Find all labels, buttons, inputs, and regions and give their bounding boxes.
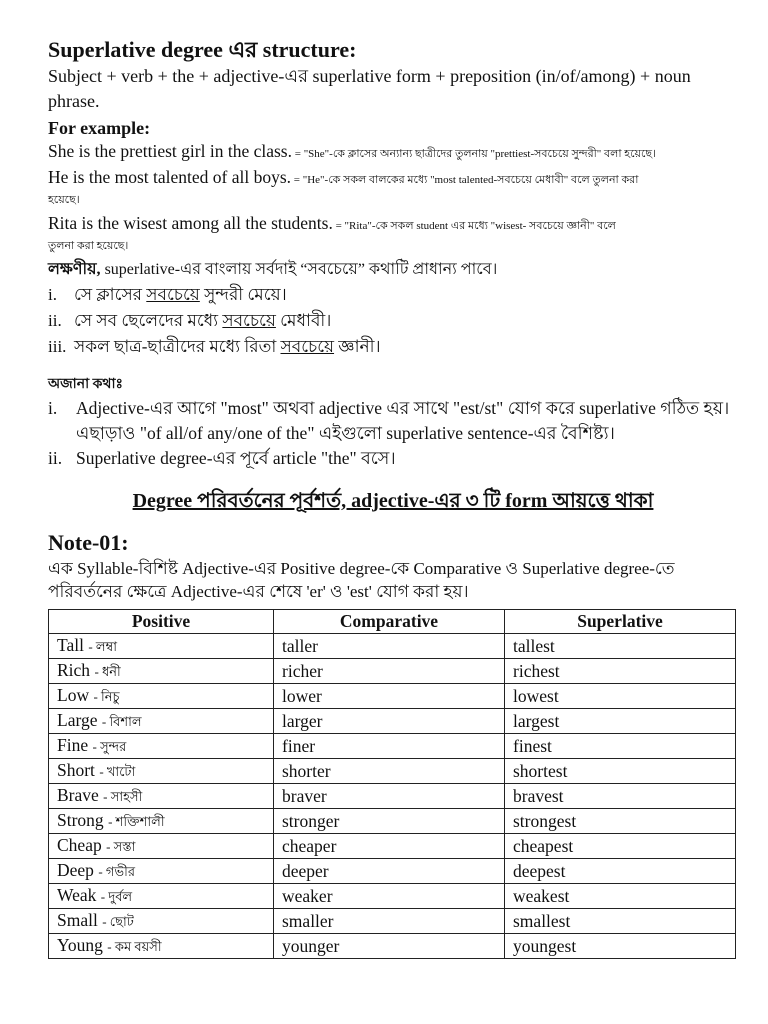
superlative-cell: finest <box>505 734 736 759</box>
superlative-cell: tallest <box>505 634 736 659</box>
table-row <box>49 859 736 884</box>
comparative-cell: smaller <box>274 909 505 934</box>
positive-cell <box>49 809 274 834</box>
bangla-meaning: - ধনী <box>94 664 121 679</box>
comparative-cell: braver <box>274 784 505 809</box>
table-row <box>49 684 736 709</box>
bangla-meaning: - সুন্দর <box>92 739 127 754</box>
document-page <box>48 36 738 959</box>
center-heading: Degree পরিবর্তনের পূর্বশর্ত, adjective-এর ৩ টি form আয়ত্তে থাকা <box>132 490 654 512</box>
superlative-cell: shortest <box>505 759 736 784</box>
list-item: i. Adjective-এর আগে "most" অথবা adjective এর সাথে "est/st" যোগ করে superlative গঠিত হয়। এছাড়াও "of all/of any/one of the" এইগুলো superlative sentence-এর বৈশিষ্ট্য। <box>48 398 730 443</box>
positive-cell <box>49 784 274 809</box>
table-row <box>49 934 736 959</box>
bangla-meaning: - শক্তিশালী <box>108 814 165 829</box>
table-row <box>49 759 736 784</box>
positive-word: Weak <box>57 885 97 905</box>
table-row <box>49 634 736 659</box>
example-sentence: She is the prettiest girl in the class. = "She"-কে ক্লাসের অন্যান্য ছাত্রীদের তুলনায় "prettiest-সবচেয়ে সুন্দরী" বলা হয়েছে। <box>48 141 656 161</box>
list-item: ii. সে সব ছেলেদের মধ্যে সবচেয়ে মেধাবী। <box>48 311 332 330</box>
positive-cell <box>49 759 274 784</box>
table-body <box>49 634 736 959</box>
superlative-cell: weakest <box>505 884 736 909</box>
comparative-cell: richer <box>274 659 505 684</box>
comparative-cell: lower <box>274 684 505 709</box>
degree-table <box>48 609 736 959</box>
table-row <box>49 709 736 734</box>
bangla-meaning: - দুর্বল <box>100 889 133 904</box>
bangla-meaning: - লম্বা <box>88 639 118 654</box>
bangla-meaning: - নিচু <box>93 689 120 704</box>
comparative-cell: taller <box>274 634 505 659</box>
table-row <box>49 809 736 834</box>
list-item: iii. সকল ছাত্র-ছাত্রীদের মধ্যে রিতা সবচেয়ে জ্ঞানী। <box>48 337 381 356</box>
positive-cell <box>49 709 274 734</box>
bangla-meaning: - সাহসী <box>103 789 143 804</box>
bangla-meaning: - খাটো <box>99 764 136 779</box>
example-gloss-continued: হয়েছে। <box>48 194 80 206</box>
positive-cell <box>49 834 274 859</box>
comparative-cell: younger <box>274 934 505 959</box>
superlative-cell: lowest <box>505 684 736 709</box>
column-header-superlative: Superlative <box>505 610 736 634</box>
positive-cell <box>49 734 274 759</box>
ajana-list <box>48 396 738 471</box>
superlative-cell: cheapest <box>505 834 736 859</box>
positive-word: Brave <box>57 785 99 805</box>
positive-word: Rich <box>57 660 91 680</box>
ajana-label: অজানা কথাঃ <box>48 377 124 392</box>
positive-word: Cheap <box>57 835 102 855</box>
table-row <box>49 834 736 859</box>
comparative-cell: cheaper <box>274 834 505 859</box>
table-header-row <box>49 610 736 634</box>
positive-word: Fine <box>57 735 89 755</box>
note-title: Note-01: <box>48 530 129 555</box>
column-header-comparative: Comparative <box>274 610 505 634</box>
positive-word: Young <box>57 935 103 955</box>
comparative-cell: deeper <box>274 859 505 884</box>
positive-cell <box>49 884 274 909</box>
positive-cell <box>49 859 274 884</box>
positive-cell <box>49 934 274 959</box>
table-row <box>49 884 736 909</box>
bangla-example-list <box>48 282 738 360</box>
superlative-cell: richest <box>505 659 736 684</box>
example-sentence: Rita is the wisest among all the students. = "Rita"-কে সকল student এর মধ্যে "wisest- সবচেয়ে জ্ঞানী" বলে <box>48 213 616 233</box>
column-header-positive: Positive <box>49 610 274 634</box>
example-sentence: He is the most talented of all boys. = "He"-কে সকল বালকের মধ্যে "most talented-সবচেয়ে মেধাবী" বলে তুলনা করা <box>48 167 639 187</box>
comparative-cell: finer <box>274 734 505 759</box>
bangla-meaning: - সস্তা <box>106 839 136 854</box>
section-heading: Superlative degree এর structure: <box>48 37 357 62</box>
positive-word: Deep <box>57 860 94 880</box>
comparative-cell: shorter <box>274 759 505 784</box>
bangla-meaning: - বিশাল <box>101 714 142 729</box>
examples-block <box>48 140 738 254</box>
list-item: i. সে ক্লাসের সবচেয়ে সুন্দরী মেয়ে। <box>48 285 287 304</box>
bangla-meaning: - কম বয়সী <box>107 939 162 954</box>
superlative-cell: deepest <box>505 859 736 884</box>
structure-formula: Subject + verb + the + adjective-এর superlative form + preposition (in/of/among) + noun phrase. <box>48 66 691 111</box>
example-gloss-continued: তুলনা করা হয়েছে। <box>48 240 129 252</box>
positive-word: Short <box>57 760 95 780</box>
positive-word: Large <box>57 710 98 730</box>
superlative-cell: youngest <box>505 934 736 959</box>
bangla-meaning: - ছোট <box>102 914 134 929</box>
superlative-cell: strongest <box>505 809 736 834</box>
comparative-cell: weaker <box>274 884 505 909</box>
positive-word: Strong <box>57 810 104 830</box>
superlative-cell: largest <box>505 709 736 734</box>
example-label: For example: <box>48 118 151 138</box>
notice-line: লক্ষণীয়, superlative-এর বাংলায় সর্বদাই “সবচেয়ে” কথাটি প্রাধান্য পাবে। <box>48 261 498 278</box>
table-row <box>49 734 736 759</box>
positive-cell <box>49 634 274 659</box>
superlative-cell: smallest <box>505 909 736 934</box>
comparative-cell: larger <box>274 709 505 734</box>
superlative-cell: bravest <box>505 784 736 809</box>
positive-cell <box>49 684 274 709</box>
table-row <box>49 784 736 809</box>
list-item: ii. Superlative degree-এর পূর্বে article "the" বসে। <box>48 448 396 468</box>
table-row <box>49 659 736 684</box>
note-description: এক Syllable-বিশিষ্ট Adjective-এর Positive degree-কে Comparative ও Superlative degree-তে পরিবর্তনের ক্ষেত্রে Adjective-এর শেষে 'er' ও 'est' যোগ করা হয়। <box>48 559 675 601</box>
positive-cell <box>49 909 274 934</box>
positive-cell <box>49 659 274 684</box>
positive-word: Tall <box>57 635 84 655</box>
table-row <box>49 909 736 934</box>
bangla-meaning: - গভীর <box>98 864 135 879</box>
positive-word: Small <box>57 910 98 930</box>
comparative-cell: stronger <box>274 809 505 834</box>
positive-word: Low <box>57 685 90 705</box>
